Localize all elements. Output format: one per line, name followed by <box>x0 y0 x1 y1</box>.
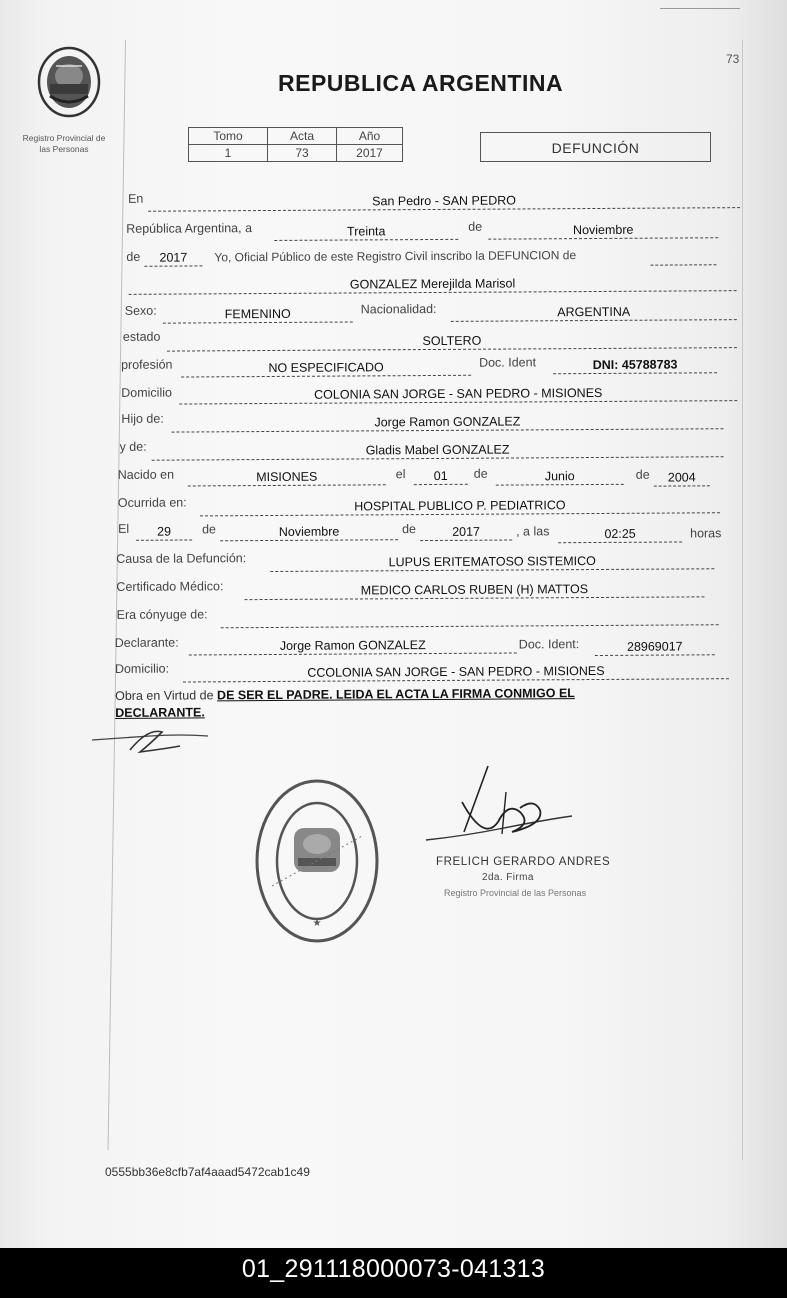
declarante-label: Declarante: <box>114 635 179 650</box>
death-day-value: 29 <box>136 523 192 540</box>
domicilio-value: COLONIA SAN JORGE - SAN PEDRO - MISIONES <box>179 384 737 404</box>
officer-role: 2da. Firma <box>482 872 534 883</box>
el-label: el <box>395 467 406 482</box>
death-time-value: 02:25 <box>558 525 682 543</box>
book-table-cell: 1 <box>189 145 268 162</box>
deceased-name-value: GONZALEZ Merejilda Marisol <box>129 274 737 295</box>
month-value: Noviembre <box>488 221 718 239</box>
svg-text:★: ★ <box>312 918 322 929</box>
certificado-label: Certificado Médico: <box>116 579 224 594</box>
domicilio2-label: Domicilio: <box>114 661 170 676</box>
page-title: REPUBLICA ARGENTINA <box>278 70 564 96</box>
hijo-label: Hijo de: <box>121 411 164 426</box>
republica-label: República Argentina, a <box>126 221 253 236</box>
nacido-label: Nacido en <box>117 467 175 482</box>
obra-value-line2: DECLARANTE. <box>115 705 205 720</box>
book-table-header: Tomo <box>189 128 268 145</box>
birth-month-value: Junio <box>496 468 624 486</box>
year-value: 2017 <box>144 249 202 266</box>
death-month-value: Noviembre <box>220 523 398 541</box>
officer-signature-icon <box>424 762 574 857</box>
estado-value: SOLTERO <box>167 331 737 351</box>
de-label: de <box>468 219 483 234</box>
cause-value: LUPUS ERITEMATOSO SISTEMICO <box>270 552 714 572</box>
domicilio-label: Domicilio <box>121 385 172 400</box>
sexo-value: FEMENINO <box>163 305 353 323</box>
footer-code-bar: 01_291118000073-041313 <box>0 1248 787 1298</box>
day-value: Treinta <box>274 223 458 241</box>
certificate-value: MEDICO CARLOS RUBEN (H) MATTOS <box>244 580 704 600</box>
father-value: Jorge Ramon GONZALEZ <box>171 412 723 432</box>
en-label: En <box>127 191 144 206</box>
death-record-form <box>104 188 744 720</box>
profesion-value: NO ESPECIFICADO <box>181 359 471 378</box>
horas-label: horas <box>690 526 722 541</box>
profesion-label: profesión <box>121 357 173 372</box>
book-table-header: Año <box>337 128 403 145</box>
officer-name: FRELICH GERARDO ANDRES <box>436 856 611 868</box>
book-table-cell: 73 <box>268 145 337 162</box>
nacionalidad-value: ARGENTINA <box>451 303 737 322</box>
occurred-value: HOSPITAL PUBLICO P. PEDIATRICO <box>200 496 720 516</box>
mother-value: Gladis Mabel GONZALEZ <box>152 440 724 460</box>
book-table-header-row <box>189 128 403 145</box>
oficial-text: Yo, Oficial Público de este Registro Civil inscribo la DEFUNCION de <box>214 248 577 265</box>
document-hash: 0555bb36e8cfb7af4aaad5472cab1c49 <box>105 1165 310 1179</box>
spouse-value <box>221 608 719 628</box>
declarant-address-value: CCOLONIA SAN JORGE - SAN PEDRO - MISIONES <box>183 662 729 682</box>
registry-line-1: Registro Provincial de <box>22 133 106 143</box>
corner-mark <box>660 8 740 9</box>
book-reference-table <box>188 127 403 162</box>
declarant-doc-value: 28969017 <box>595 638 715 656</box>
left-margin-rule <box>108 40 126 1150</box>
book-table-header: Acta <box>268 128 337 145</box>
sexo-label: Sexo: <box>124 303 157 318</box>
name-continue-line <box>650 248 716 265</box>
province-coat-of-arms-icon <box>36 44 102 120</box>
doc2-label: Doc. Ident: <box>518 637 580 652</box>
page-number: 73 <box>726 52 740 66</box>
right-margin-rule <box>742 40 743 1160</box>
de6-label: de <box>402 522 417 537</box>
book-table-cell: 2017 <box>337 145 403 162</box>
el-big-label: El <box>118 521 130 536</box>
birth-year-value: 2004 <box>654 469 710 486</box>
causa-label: Causa de la Defunción: <box>116 551 247 566</box>
alas-label: , a las <box>516 524 550 539</box>
de4-label: de <box>635 467 650 482</box>
declarant-signature-icon <box>90 722 210 762</box>
nacionalidad-label: Nacionalidad: <box>360 301 437 317</box>
estado-label: estado <box>122 329 161 344</box>
obra-label: Obra en Virtud de <box>115 688 214 703</box>
registry-line-2: las Personas <box>39 144 89 154</box>
record-type-box: DEFUNCIÓN <box>480 132 711 162</box>
doc-value: DNI: 45788783 <box>553 356 717 374</box>
birthplace-value: MISIONES <box>188 468 386 486</box>
declarant-value: Jorge Ramon GONZALEZ <box>189 636 517 655</box>
doc-label: Doc. Ident <box>479 355 537 370</box>
obra-text <box>115 684 735 722</box>
de5-label: de <box>202 522 217 537</box>
yde-label: y de: <box>119 439 147 454</box>
registry-name <box>8 133 120 155</box>
conyuge-label: Era cónyuge de: <box>116 607 208 622</box>
obra-value-line1: DE SER EL PADRE. LEIDA EL ACTA LA FIRMA CONMIGO EL <box>216 686 575 703</box>
birth-day-value: 01 <box>414 468 468 485</box>
place-value: San Pedro - SAN PEDRO <box>148 191 740 212</box>
official-seal-icon <box>252 776 382 946</box>
officer-registry: Registro Provincial de las Personas <box>444 888 587 898</box>
book-table-value-row <box>189 145 403 162</box>
de2-label: de <box>126 249 141 264</box>
ocurrida-label: Ocurrida en: <box>117 495 187 510</box>
death-year-value: 2017 <box>420 524 512 542</box>
de3-label: de <box>473 466 488 481</box>
